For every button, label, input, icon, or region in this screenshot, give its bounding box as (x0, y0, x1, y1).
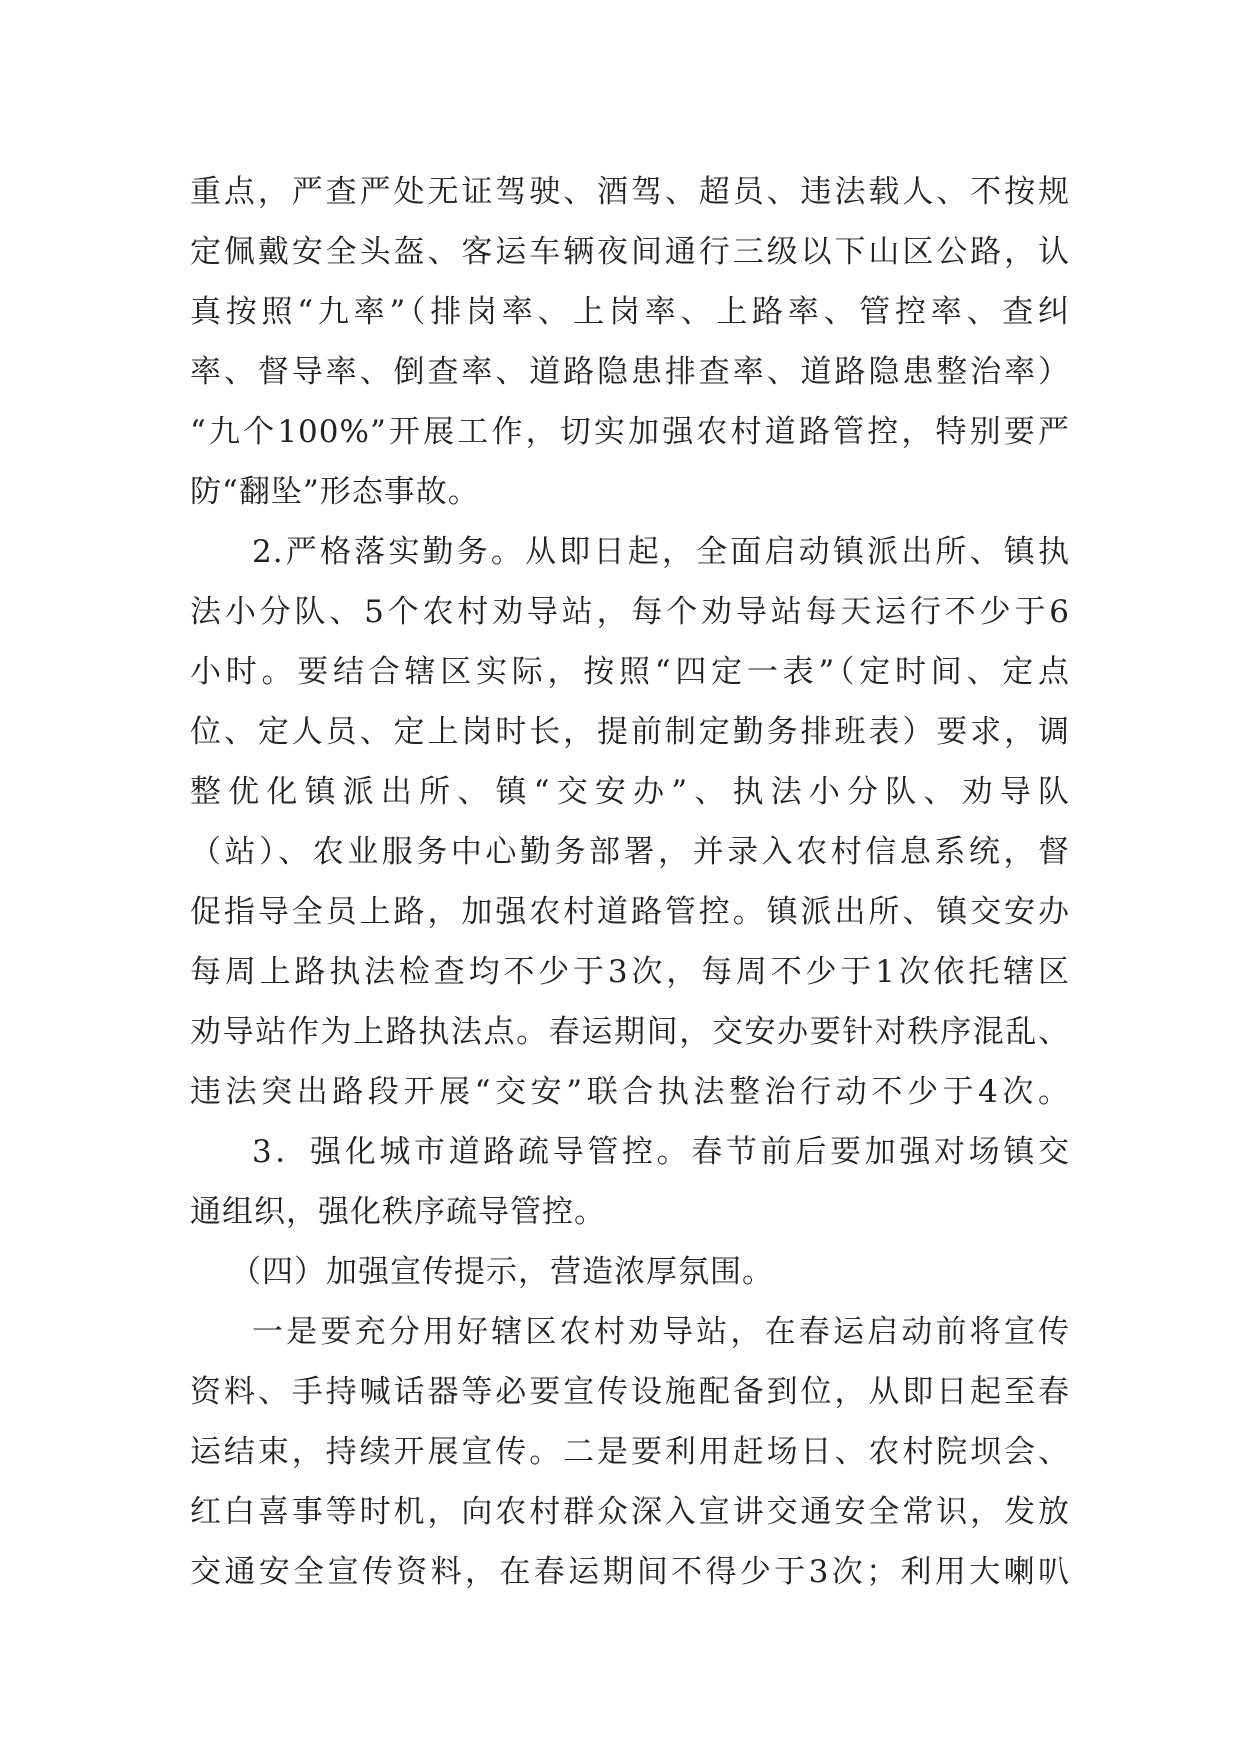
text-line: 每周上路执法检查均不少于3次，每周不少于1次依托辖区 (190, 954, 1070, 990)
text-line: 重点，严查严处无证驾驶、酒驾、超员、违法载人、不按规 (190, 174, 1070, 210)
text-line: 小时。要结合辖区实际，按照“四定一表”（定时间、定点 (190, 654, 1070, 690)
text-line: 资料、手持喊话器等必要宣传设施配备到位，从即日起至春 (190, 1374, 1070, 1410)
text-line: 2.严格落实勤务。从即日起，全面启动镇派出所、镇执 (252, 534, 1070, 570)
text-line: 交通安全宣传资料，在春运期间不得少于3次；利用大喇叭 (190, 1554, 1070, 1590)
text-line: 促指导全员上路，加强农村道路管控。镇派出所、镇交安办 (190, 894, 1070, 930)
text-line: 定佩戴安全头盔、客运车辆夜间通行三级以下山区公路，认 (190, 234, 1070, 270)
text-line: 运结束，持续开展宣传。二是要利用赶场日、农村院坝会、 (190, 1434, 1070, 1470)
text-line: “九个100%”开展工作，切实加强农村道路管控，特别要严 (190, 414, 1070, 450)
text-line: 率、督导率、倒查率、道路隐患排查率、道路隐患整治率） (190, 354, 1070, 390)
text-line: 3．强化城市道路疏导管控。春节前后要加强对场镇交 (252, 1134, 1070, 1170)
text-line: 通组织，强化秩序疏导管控。 (190, 1194, 606, 1230)
document-body (190, 162, 1070, 1602)
text-line: 真按照“九率”（排岗率、上岗率、上路率、管控率、查纠 (190, 294, 1070, 330)
text-line: 法小分队、5个农村劝导站，每个劝导站每天运行不少于6 (190, 594, 1070, 630)
text-line: 防“翻坠”形态事故。 (190, 474, 480, 510)
text-line: 整优化镇派出所、镇“交安办”、执法小分队、劝导队 (190, 774, 1070, 810)
text-line: 位、定人员、定上岗时长，提前制定勤务排班表）要求，调 (190, 714, 1070, 750)
section-heading: （四）加强宣传提示，营造浓厚氛围。 (230, 1254, 774, 1290)
text-line: （站）、农业服务中心勤务部署，并录入农村信息系统，督 (190, 834, 1070, 870)
text-line: 违法突出路段开展“交安”联合执法整治行动不少于4次。 (190, 1074, 1070, 1110)
text-line: 劝导站作为上路执法点。春运期间，交安办要针对秩序混乱、 (190, 1014, 1070, 1050)
text-line: 一是要充分用好辖区农村劝导站，在春运启动前将宣传 (252, 1314, 1070, 1350)
text-line: 红白喜事等时机，向农村群众深入宣讲交通安全常识，发放 (190, 1494, 1070, 1530)
